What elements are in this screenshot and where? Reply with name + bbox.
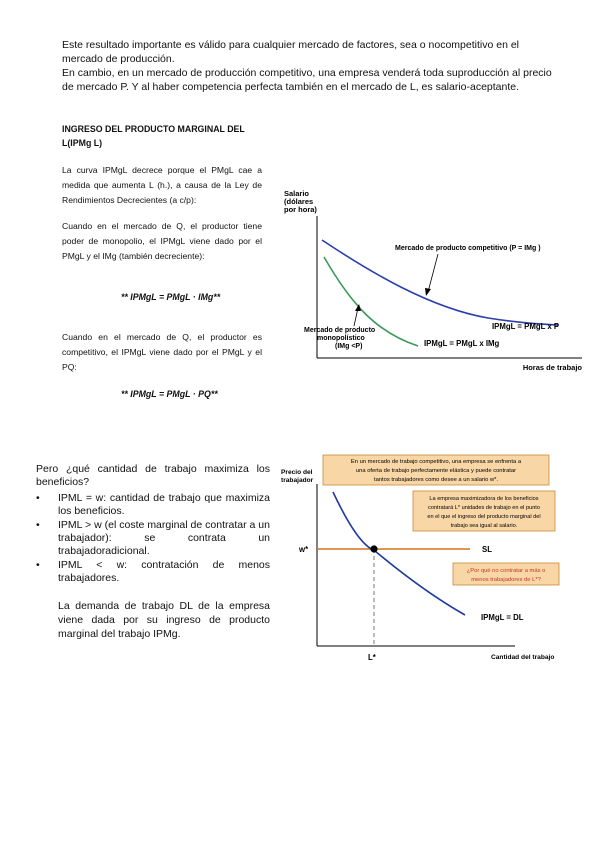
- bullet-3: [32, 559, 270, 585]
- bullet-dot: •: [36, 492, 40, 504]
- section1-heading: INGRESO DEL PRODUCTO MARGINAL DEL L(IPMg L): [62, 124, 245, 148]
- competitive-curve-label: IPMgL = PMgL x P: [492, 322, 560, 331]
- equilibrium-point: [370, 545, 377, 552]
- box2-line-2: contratará L* unidades de trabajo en el punto: [428, 505, 540, 511]
- chart1-ylabel-3: por hora): [284, 205, 317, 214]
- monopoly-label-2: monopolístico: [317, 335, 365, 342]
- bullet-1-text: IPML = w: cantidad de trabajo que maximiza los beneficios.: [58, 492, 270, 517]
- intro-text: [62, 38, 562, 94]
- section2-bullets: [32, 492, 270, 586]
- competitive-arrow: [428, 254, 438, 292]
- box1-line-2: una oferta de trabajo perfectamente elástica y puede contratar: [355, 468, 517, 474]
- demand-curve-label: IPMgL = DL: [481, 613, 524, 622]
- box2-line-3: en el que el ingreso del producto marginal del: [427, 514, 541, 520]
- labor-demand-chart: [275, 448, 585, 668]
- box2-line-1: La empresa maximizadora de los beneficios: [429, 496, 539, 502]
- chart1-xlabel: Horas de trabajo: [522, 363, 582, 372]
- chart1-ylabel-1: Salario: [284, 189, 310, 198]
- bullet-3-text: IPML < w: contratación de menos trabajadores.: [58, 559, 270, 584]
- bullet-1: [32, 492, 270, 518]
- chart1-ylabel-2: (dólares: [284, 197, 314, 206]
- box1-line-3: tantos trabajadores como desee a un salario w*.: [373, 477, 499, 483]
- bullet-2: [32, 519, 270, 558]
- section2-after: La demanda de trabajo DL de la empresa viene dada por su ingreso de producto marginal del trabajo IPMg.: [58, 600, 270, 640]
- monopoly-label-3: (IMg <P): [335, 343, 363, 350]
- bullet-2-text: IPML > w (el coste marginal de contratar a un trabajador): se contrata un trabajadoradicional.: [58, 519, 270, 557]
- monopoly-label-1: Mercado de producto: [304, 327, 376, 334]
- l-star-label: L*: [368, 653, 376, 662]
- chart2-ylabel-2: trabajador: [281, 477, 314, 484]
- ipmgl-chart: [270, 180, 590, 380]
- box3-line-2: menos trabajadores de L*?: [471, 577, 541, 583]
- supply-label: SL: [482, 545, 492, 554]
- box1-line-1: En un mercado de trabajo competitivo, una empresa se enfrenta a: [350, 459, 522, 465]
- chart2-ylabel-1: Precio del: [281, 469, 313, 476]
- box2-line-4: trabajo sea igual al salario.: [450, 523, 518, 529]
- intro-line-1: Este resultado importante es válido para cualquier mercado de factores, sea o nocompetitivo en el mercado de producción.: [62, 39, 520, 65]
- bullet-dot: •: [36, 519, 40, 531]
- intro-line-2: En cambio, en un mercado de producción competitivo, una empresa venderá toda suproducción al precio de mercado P. Y al haber competencia perfecta también en el mercado de L, es salario-aceptante.: [62, 67, 552, 93]
- competitive-market-label: Mercado de producto competitivo (P = IMg ): [395, 245, 541, 252]
- section2-question: Pero ¿qué cantidad de trabajo maximiza los beneficios?: [36, 463, 270, 488]
- formula-monopoly: ** IPMgL = PMgL · IMg**: [121, 292, 221, 302]
- monopoly-curve-label: IPMgL = PMgL x IMg: [424, 339, 500, 348]
- section1-p1: La curva IPMgL decrece porque el PMgL cae a medida que aumenta L (h.), a causa de la Ley de Rendimientos Decrecientes (a c/p):: [62, 165, 262, 205]
- chart2-xlabel: Cantidad del trabajo: [491, 654, 555, 661]
- box3-line-1: ¿Por qué no contratar a más o: [466, 568, 546, 574]
- section1-p3: Cuando en el mercado de Q, el productor es competitivo, el IPMgL viene dado por el PMgL y el PQ:: [62, 332, 262, 372]
- bullet-dot: •: [36, 559, 40, 571]
- w-star-label: w*: [299, 545, 309, 554]
- competitive-arrowhead: [425, 288, 431, 296]
- formula-competitive: ** IPMgL = PMgL · PQ**: [121, 389, 218, 399]
- section1-p2: Cuando en el mercado de Q, el productor tiene poder de monopolio, el IPMgL viene dado por el PMgL y el IMg (también decreciente):: [62, 221, 262, 261]
